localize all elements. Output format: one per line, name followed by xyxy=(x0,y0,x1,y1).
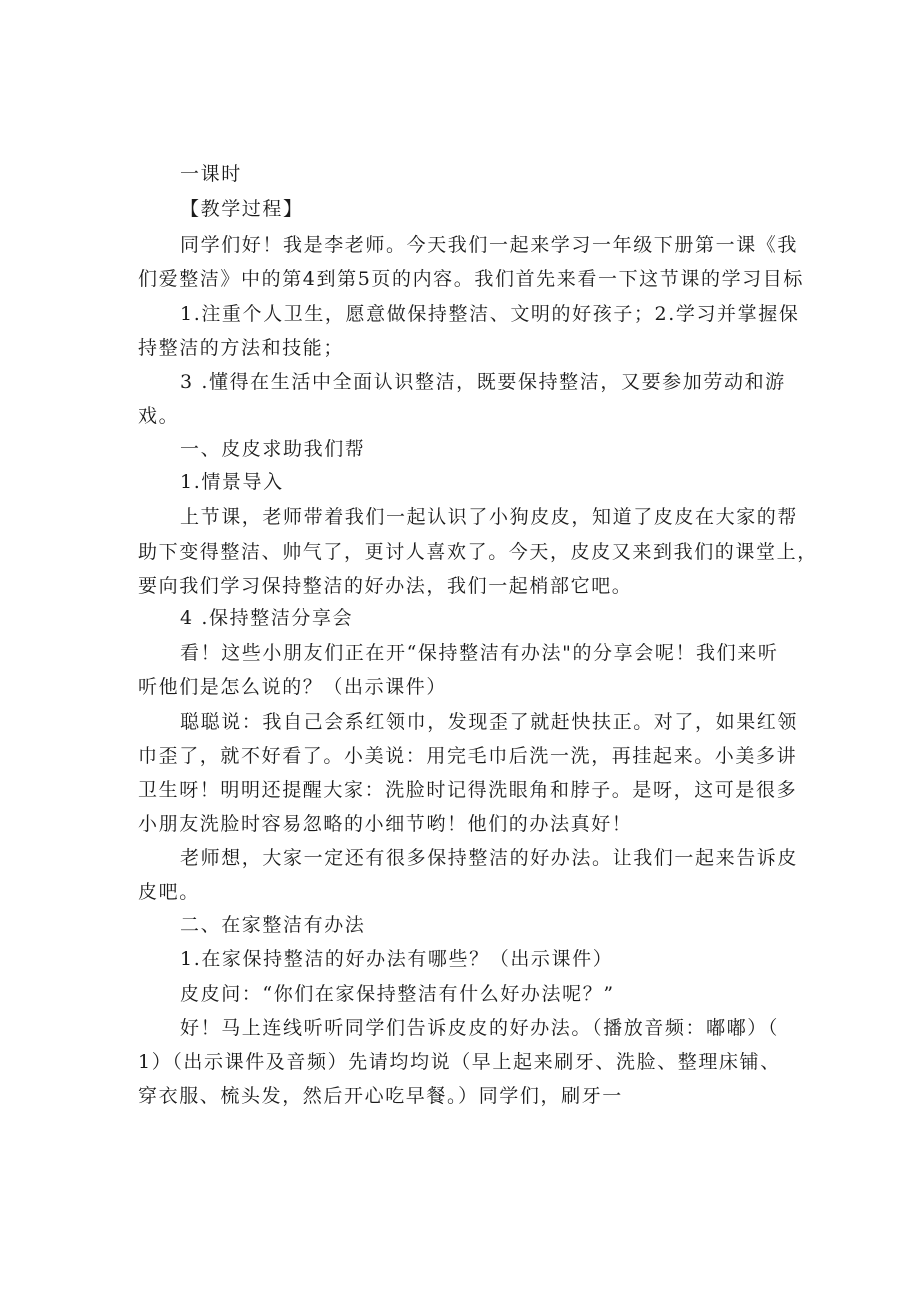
subsection-heading: 1.在家保持整洁的好办法有哪些？（出示课件） xyxy=(180,948,614,970)
section-heading-teaching-process: 【教学过程】 xyxy=(180,198,304,220)
section-heading: 一、皮皮求助我们帮 xyxy=(180,438,366,460)
paragraph-line: 巾歪了，就不好看了。小美说：用完毛巾后洗一洗，再挂起来。小美多讲 xyxy=(138,745,798,767)
paragraph-line: 持整洁的方法和技能； xyxy=(138,337,345,359)
paragraph-line: 助下变得整洁、帅气了，更讨人喜欢了。今天，皮皮又来到我们的课堂上， xyxy=(138,541,818,563)
paragraph-line: 看！这些小朋友们正在开“保持整洁有办法"的分享会呢！我们来听 xyxy=(180,642,779,664)
paragraph-line: 皮吧。 xyxy=(138,881,200,903)
paragraph-line: 1）（出示课件及音频）先请均均说（早上起来刷牙、洗脸、整理床铺、 xyxy=(138,1051,781,1073)
subsection-heading: 4 .保持整洁分享会 xyxy=(180,607,354,629)
paragraph-line: 好！马上连线听听同学们告诉皮皮的好办法。（播放音频：嘟嘟）（ xyxy=(180,1017,780,1039)
subsection-heading: 1.情景导入 xyxy=(180,471,284,493)
paragraph-line: 小朋友洗脸时容易忽略的小细节哟！他们的办法真好！ xyxy=(138,813,633,835)
section-heading: 二、在家整洁有办法 xyxy=(180,914,366,936)
lesson-period-line: 一课时 xyxy=(180,163,242,185)
paragraph-line: 听他们是怎么说的？（出示课件） xyxy=(138,676,448,698)
paragraph-line: 上节课，老师带着我们一起认识了小狗皮皮，知道了皮皮在大家的帮 xyxy=(180,506,799,528)
paragraph-line: 们爱整洁》中的第4到第5页的内容。我们首先来看一下这节课的学习目标 xyxy=(138,268,804,290)
paragraph-line: 穿衣服、梳头发，然后开心吃早餐。）同学们，刷牙一 xyxy=(138,1085,623,1107)
paragraph-line: 1.注重个人卫生，愿意做保持整洁、文明的好孩子；2.学习并掌握保 xyxy=(180,303,800,325)
paragraph-line: 皮皮问：“你们在家保持整洁有什么好办法呢？” xyxy=(180,983,615,1005)
paragraph-line: 卫生呀！明明还提醒大家：洗脸时记得洗眼角和脖子。是呀，这可是很多 xyxy=(138,779,798,801)
paragraph-line: 聪聪说：我自己会系红领巾，发现歪了就赶快扶正。对了，如果红领 xyxy=(180,711,799,733)
paragraph-line: 要向我们学习保持整洁的好办法，我们一起梢部它吧。 xyxy=(138,575,633,597)
paragraph-line: 同学们好！我是李老师。今天我们一起来学习一年级下册第一课《我 xyxy=(180,234,799,256)
paragraph-line: 戏。 xyxy=(138,405,180,427)
paragraph-line: 3 .懂得在生活中全面认识整洁，既要保持整洁，又要参加劳动和游 xyxy=(180,371,786,393)
paragraph-line: 老师想，大家一定还有很多保持整洁的好办法。让我们一起来告诉皮 xyxy=(180,847,799,869)
